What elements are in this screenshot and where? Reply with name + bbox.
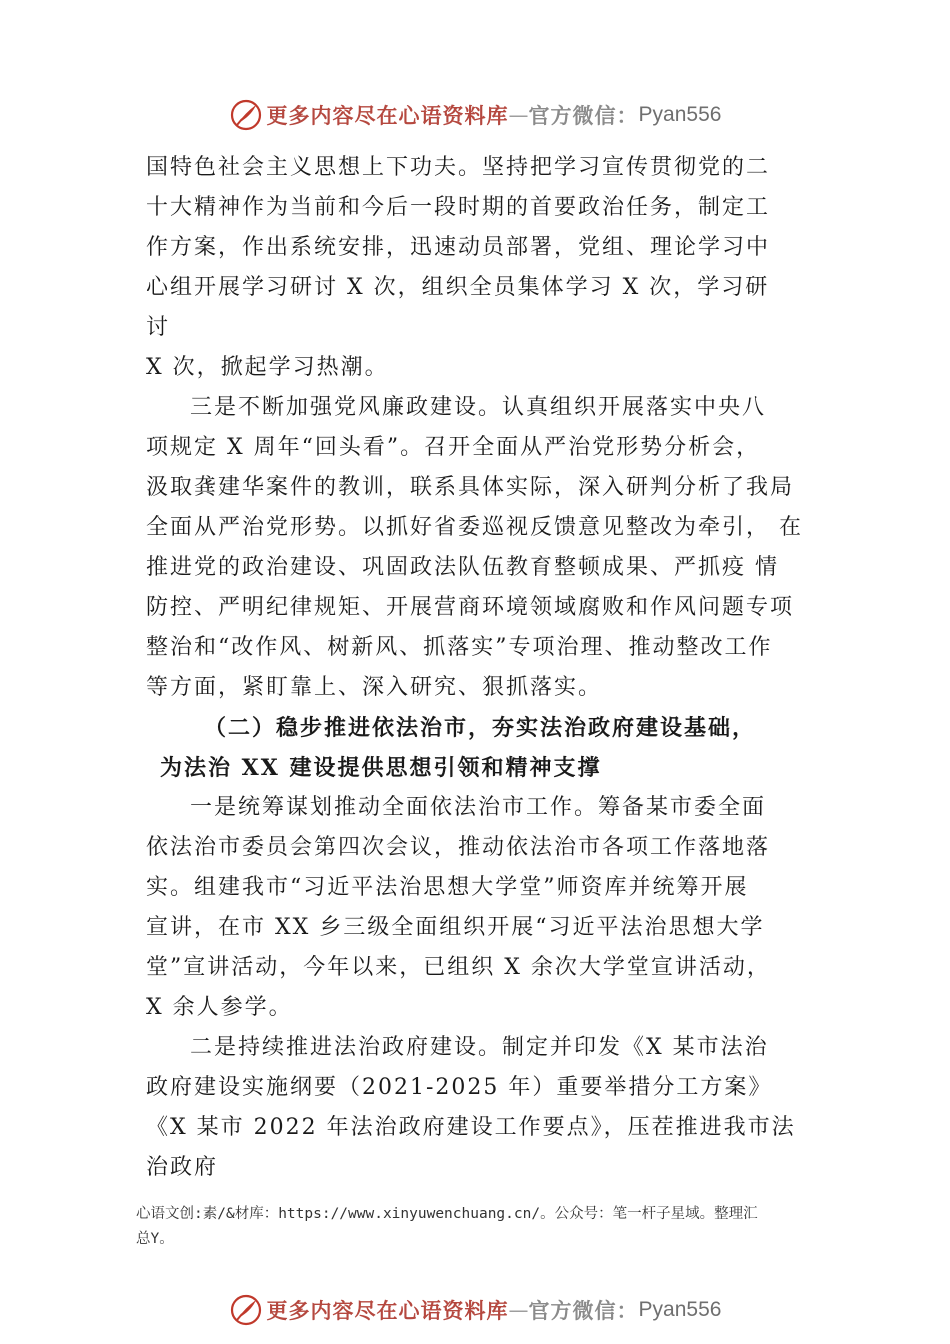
document-body	[146, 148, 814, 1188]
text-line: 《X 某市 2022 年法治政府建设工作要点》，压茬推进我市法	[146, 1115, 796, 1140]
banner-wechat-id: Pyan556	[638, 1298, 722, 1321]
text-line: 国特色社会主义思想上下功夫。坚持把学习宣传贯彻党的二	[146, 155, 771, 180]
text-line: 防控、严明纪律规矩、开展营商环境领域腐败和作风问题专项	[146, 595, 795, 620]
banner-wechat-id: Pyan556	[638, 103, 722, 126]
red-quill-logo-icon	[229, 98, 263, 132]
text-line: 汲取龚建华案件的教训，联系具体实际，深入研判分析了我局	[146, 475, 795, 500]
paragraph-start: 三是不断加强党风廉政建设。认真组织开展落实中央八	[190, 395, 767, 420]
banner-text: 更多内容尽在心语资料库	[266, 1299, 509, 1323]
text-line: X 余人参学。	[146, 995, 293, 1020]
footnote	[136, 1202, 846, 1252]
footnote-line: 总Y。	[136, 1231, 174, 1247]
text-line: 实。组建我市“习近平法治思想大学堂”师资库并统筹开展	[146, 875, 749, 900]
text-line: 整治和“改作风、树新风、抓落实”专项治理、推动整改工作	[146, 635, 773, 660]
text-line: 政府建设实施纲要（2021-2025 年）重要举措分工方案》	[146, 1075, 773, 1100]
paragraph-start: 二是持续推进法治政府建设。制定并印发《X 某市法治	[190, 1035, 769, 1060]
text-line: 讨	[146, 315, 171, 340]
text-line: 依法治市委员会第四次会议，推动依法治市各项工作落地落	[146, 835, 771, 860]
text-line: 十大精神作为当前和今后一段时期的首要政治任务，制定工	[146, 195, 771, 220]
banner-wechat-label: 官方微信：	[528, 1299, 639, 1323]
footnote-line: 心语文创:素/&材库：https://www.xinyuwenchuang.cn/。公众号：笔一杆子星域。整理汇	[136, 1206, 758, 1222]
text-line: 等方面，紧盯靠上、深入研究、狠抓落实。	[146, 675, 603, 700]
banner-separator: —	[508, 1298, 529, 1322]
section-heading-cont: 为法治 XX 建设提供思想引领和精神支撑	[160, 755, 602, 781]
bottom-banner	[0, 1290, 950, 1330]
banner-text: 更多内容尽在心语资料库	[266, 104, 509, 128]
top-banner	[0, 95, 950, 135]
text-line: 推进党的政治建设、巩固政法队伍教育整顿成果、严抓疫 情	[146, 555, 779, 580]
red-quill-logo-icon	[229, 1293, 263, 1327]
text-line: 全面从严治党形势。以抓好省委巡视反馈意见整改为牵引， 在	[146, 515, 803, 540]
text-line: 堂”宣讲活动，今年以来，已组织 X 余次大学堂宣讲活动，	[146, 955, 771, 980]
text-line: X 次，掀起学习热潮。	[146, 355, 389, 380]
text-line: 心组开展学习研讨 X 次，组织全员集体学习 X 次，学习研	[146, 275, 770, 300]
text-line: 项规定 X 周年“回头看”。召开全面从严治党形势分析会，	[146, 435, 761, 460]
text-line: 宣讲，在市 XX 乡三级全面组织开展“习近平法治思想大学	[146, 915, 765, 940]
text-line: 治政府	[146, 1155, 219, 1180]
section-heading: （二）稳步推进依法治市，夯实法治政府建设基础，	[204, 715, 757, 741]
banner-separator: —	[508, 103, 529, 127]
text-line: 作方案，作出系统安排，迅速动员部署，党组、理论学习中	[146, 235, 771, 260]
paragraph-start: 一是统筹谋划推动全面依法治市工作。筹备某市委全面	[190, 795, 767, 820]
banner-wechat-label: 官方微信：	[528, 104, 639, 128]
